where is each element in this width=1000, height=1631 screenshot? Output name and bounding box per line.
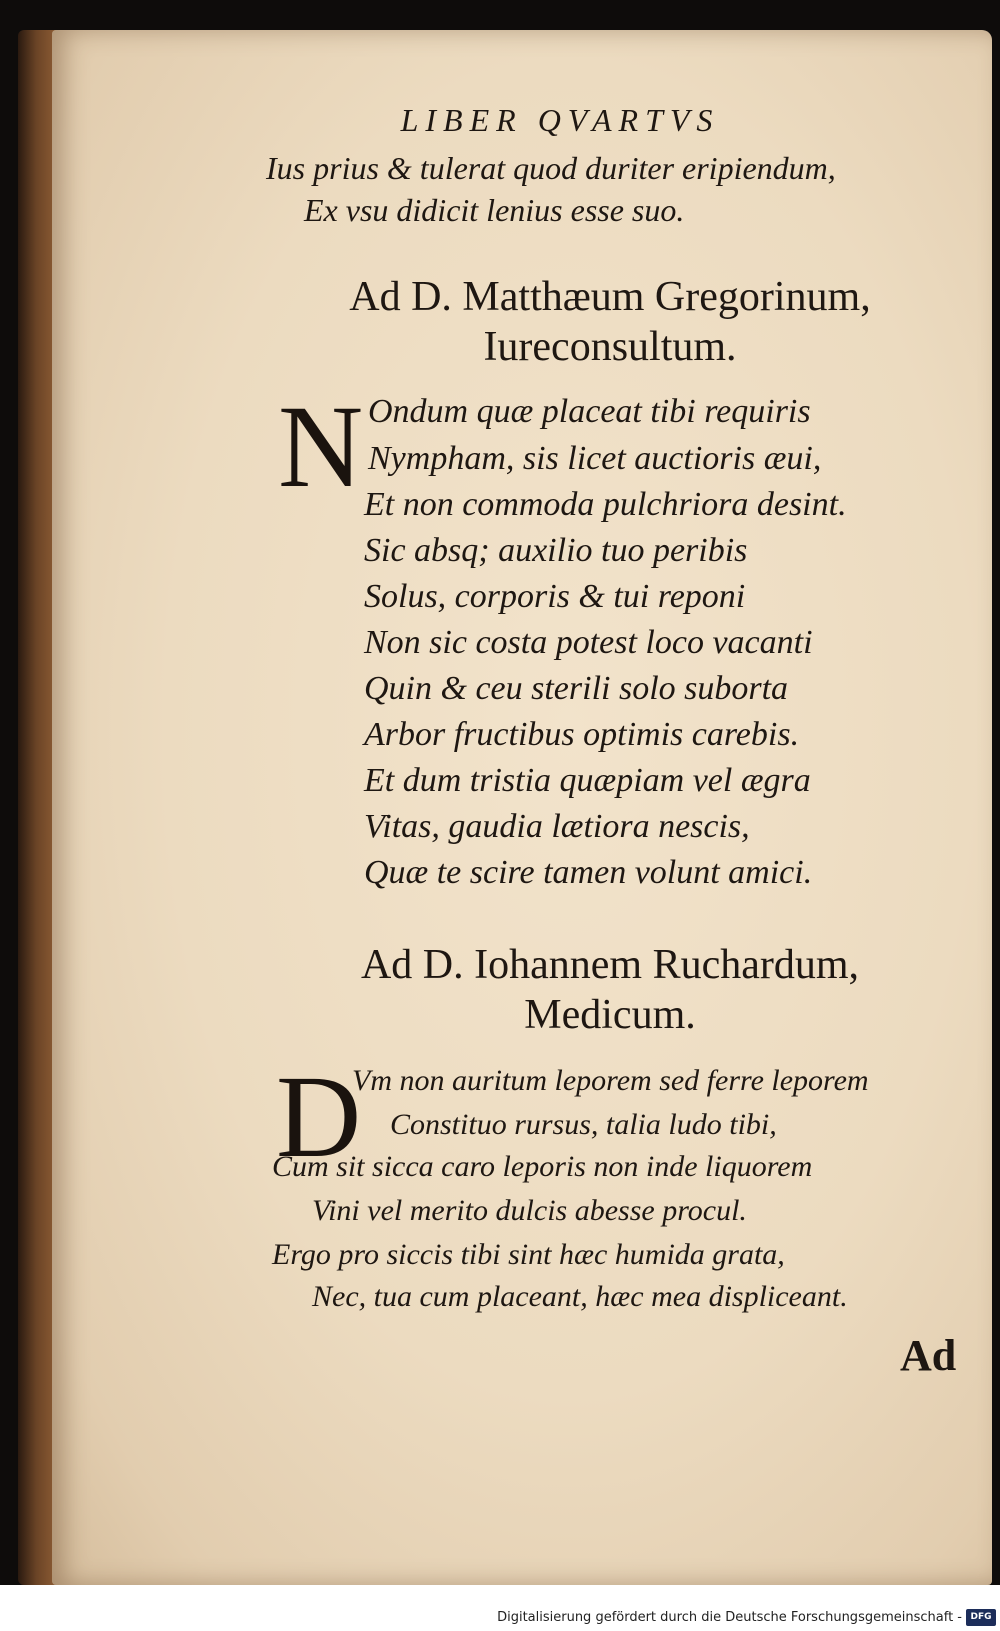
verse-line: Non sic costa potest loco vacanti bbox=[364, 624, 813, 661]
verse-line: Et dum tristia quæpiam vel ægra bbox=[364, 762, 811, 799]
verse-line: Nec, tua cum placeant, hæc mea displiceant. bbox=[312, 1280, 848, 1313]
verse-line: Vm non auritum leporem sed ferre leporem bbox=[352, 1064, 869, 1097]
verse-line: Vini vel merito dulcis abesse procul. bbox=[312, 1194, 747, 1227]
running-head: LIBER QVARTVS bbox=[400, 102, 720, 138]
verse-line: Constituo rursus, talia ludo tibi, bbox=[390, 1108, 777, 1141]
verse-line: Quin & ceu sterili solo suborta bbox=[364, 670, 789, 707]
poem-heading: Ad D. Matthæum Gregorinum, bbox=[349, 274, 871, 320]
catchword: Ad bbox=[900, 1331, 957, 1380]
verse-line: Cum sit sicca caro leporis non inde liquorem bbox=[272, 1150, 813, 1183]
verse-line: Arbor fructibus optimis carebis. bbox=[364, 716, 800, 753]
drop-initial: D bbox=[276, 1051, 362, 1182]
verse-line: Sic absq; auxilio tuo peribis bbox=[364, 532, 748, 569]
verse-line: Ergo pro siccis tibi sint hæc humida grata, bbox=[272, 1238, 785, 1271]
verse-line: Ex vsu didicit lenius esse suo. bbox=[304, 192, 685, 228]
verse-line: Quæ te scire tamen volunt amici. bbox=[364, 854, 813, 891]
verse-line: Vitas, gaudia lætiora nescis, bbox=[364, 808, 750, 845]
verse-line: Ius prius & tulerat quod duriter eripiendum, bbox=[266, 150, 836, 186]
verse-line: Nympham, sis licet auctioris æui, bbox=[368, 440, 822, 477]
funding-credit: Digitalisierung gefördert durch die Deutsche Forschungsgemeinschaft - bbox=[497, 1610, 962, 1625]
verse-line: Ondum quæ placeat tibi requiris bbox=[368, 393, 811, 430]
verse-line: Solus, corporis & tui reponi bbox=[364, 578, 746, 615]
verse-line: Et non commoda pulchriora desint. bbox=[364, 486, 847, 523]
drop-initial: N bbox=[278, 381, 364, 512]
poem-heading: Ad D. Iohannem Ruchardum, bbox=[360, 942, 860, 988]
poem-heading-sub: Medicum. bbox=[524, 992, 696, 1038]
dfg-logo-icon: DFG bbox=[966, 1609, 996, 1626]
poem-heading-sub: Iureconsultum. bbox=[483, 324, 737, 370]
digitization-footer bbox=[0, 1585, 1000, 1631]
